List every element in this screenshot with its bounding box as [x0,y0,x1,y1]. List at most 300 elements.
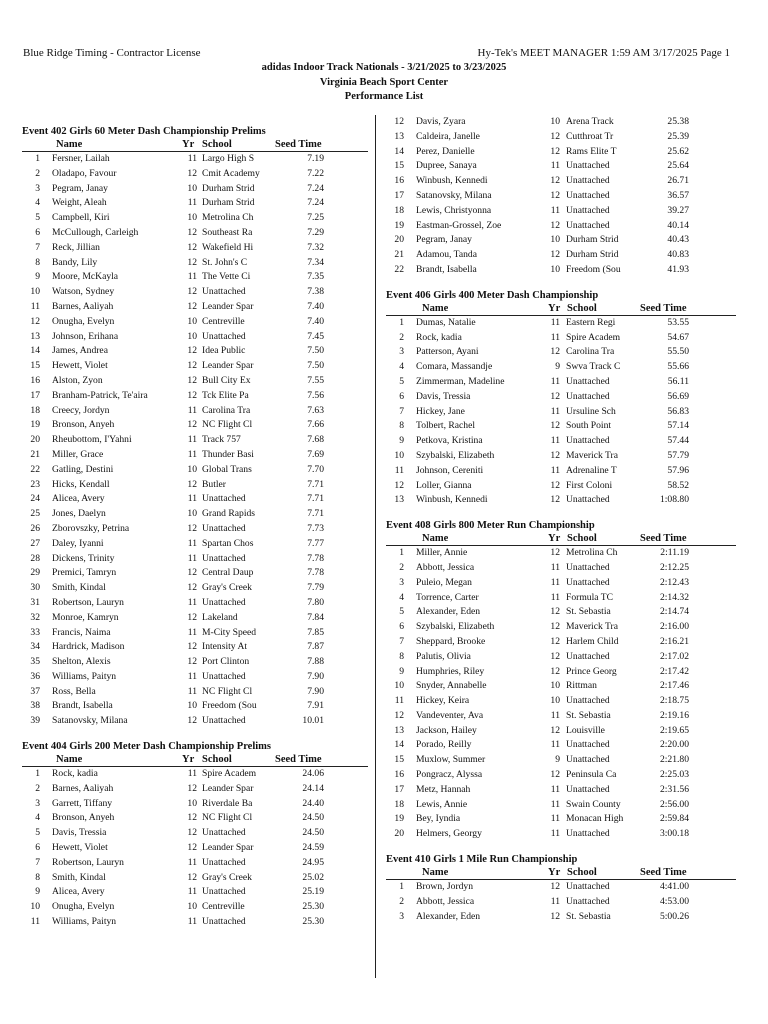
year: 12 [187,374,197,386]
place: 14 [394,739,404,751]
place: 31 [30,596,40,608]
header-school: School [567,302,597,314]
table-row [386,130,736,145]
school: Carolina Tra [202,404,251,416]
school: Freedom (Sou [202,700,257,712]
athlete-name: Pegram, Janay [52,182,108,194]
seed-time: 2:16.00 [659,621,689,633]
year: 11 [550,204,560,216]
year: 10 [550,234,560,246]
place: 16 [394,769,404,781]
table-row [386,449,736,464]
table-row [386,248,736,263]
athlete-name: Johnson, Cereniti [416,464,484,476]
seed-time: 7.40 [307,300,324,312]
seed-time: 55.50 [667,346,689,358]
athlete-name: Szybalski, Elizabeth [416,449,495,461]
seed-time: 7.71 [307,508,324,520]
place: 2 [35,167,40,179]
school: Spire Academ [202,768,257,780]
year: 11 [550,895,560,907]
seed-time: 2:19.65 [659,724,689,736]
year: 11 [187,434,197,446]
school: Global Trans [202,463,252,475]
seed-time: 7.90 [307,670,324,682]
place: 6 [399,621,404,633]
place: 5 [399,375,404,387]
athlete-name: Watson, Sydney [52,286,115,298]
year: 12 [187,360,197,372]
table-row [22,537,368,552]
seed-time: 7.66 [307,419,324,431]
athlete-name: Hardrick, Madison [52,641,125,653]
seed-time: 7.85 [307,626,324,638]
column-header [386,532,736,546]
school: Unattached [202,493,246,505]
place: 3 [35,797,40,809]
table-row [22,782,368,797]
table-row [22,626,368,641]
table-row [22,226,368,241]
seed-time: 7.50 [307,345,324,357]
school: Unattached [566,650,610,662]
meet-title: adidas Indoor Track Nationals - 3/21/2025 to 3/23/2025 [261,62,507,73]
school: Spartan Chos [202,537,254,549]
place: 10 [30,901,40,913]
school: Gray's Creek [202,871,252,883]
seed-time: 40.83 [667,249,689,261]
table-row [386,316,736,331]
year: 11 [187,404,197,416]
seed-time: 4:53.00 [659,895,689,907]
table-row [386,464,736,479]
athlete-name: Robertson, Lauryn [52,596,124,608]
school: Centreville [202,315,245,327]
year: 12 [187,389,197,401]
seed-time: 2:25.03 [659,769,689,781]
school: Durham Strid [202,197,255,209]
seed-time: 7.45 [307,330,324,342]
place: 14 [30,345,40,357]
year: 12 [187,522,197,534]
seed-time: 2:17.46 [659,680,689,692]
table-row [22,596,368,611]
year: 12 [550,175,560,187]
athlete-name: Ross, Bella [52,685,96,697]
school: Harlem Child [566,635,619,647]
school: Unattached [202,827,246,839]
year: 10 [187,508,197,520]
table-row [386,605,736,620]
seed-time: 7.78 [307,552,324,564]
place: 29 [30,567,40,579]
venue-title: Virginia Beach Sport Center [319,77,449,88]
school: Louisville [566,724,605,736]
table-row [386,360,736,375]
seed-time: 53.55 [667,316,689,328]
table-row [386,753,736,768]
seed-time: 25.30 [302,901,324,913]
athlete-name: Jackson, Hailey [416,724,477,736]
table-row [22,492,368,507]
athlete-name: Pongracz, Alyssa [416,769,483,781]
seed-time: 7.71 [307,478,324,490]
seed-time: 7.63 [307,404,324,416]
school: Ursuline Sch [566,405,616,417]
athlete-name: Eastman-Grossel, Zoe [416,219,502,231]
seed-time: 7.88 [307,656,324,668]
place: 11 [30,300,40,312]
place: 27 [30,537,40,549]
seed-time: 2:19.16 [659,709,689,721]
athlete-name: Alexander, Eden [416,910,481,922]
seed-time: 2:14.32 [659,591,689,603]
place: 19 [394,813,404,825]
table-row [386,827,736,842]
place: 13 [394,130,404,142]
header-school: School [202,754,232,766]
place: 16 [394,175,404,187]
table-row [22,655,368,670]
software-page-info: Hy-Tek's MEET MANAGER 1:59 AM 3/17/2025 Page 1 [477,47,730,59]
table-row [22,270,368,285]
place: 1 [399,316,404,328]
table-row [22,767,368,782]
seed-time: 2:17.02 [659,650,689,662]
year: 11 [550,561,560,573]
place: 2 [35,782,40,794]
seed-time: 57.79 [667,449,689,461]
header-seed-time: Seed Time [640,867,687,879]
year: 12 [187,478,197,490]
year: 11 [550,435,560,447]
athlete-name: Johnson, Erihana [52,330,119,342]
seed-time: 7.24 [307,182,324,194]
year: 12 [187,871,197,883]
header-school: School [567,533,597,545]
year: 12 [550,346,560,358]
year: 12 [550,479,560,491]
athlete-name: Bronson, Anyeh [52,812,115,824]
athlete-name: Abbott, Jessica [416,895,475,907]
header-seed-time: Seed Time [640,533,687,545]
seed-time: 2:14.74 [659,606,689,618]
table-row [22,581,368,596]
school: Arena Track [566,116,614,127]
athlete-name: Hickey, Jane [416,405,465,417]
athlete-name: Brandt, Isabella [416,263,477,275]
seed-time: 40.14 [667,219,689,231]
athlete-name: Onugha, Evelyn [52,901,115,913]
place: 17 [30,389,40,401]
seed-time: 39.27 [667,204,689,216]
seed-time: 4:41.00 [659,881,689,893]
seed-time: 2:12.43 [659,576,689,588]
athlete-name: Palutis, Olivia [416,650,471,662]
athlete-name: Francis, Naima [52,626,111,638]
athlete-name: Caldeira, Janelle [416,130,480,142]
athlete-name: Petkova, Kristina [416,435,483,447]
seed-time: 2:56.00 [659,798,689,810]
column-header [386,866,736,880]
athlete-name: Dumas, Natalie [416,316,476,328]
place: 26 [30,522,40,534]
school: Unattached [566,783,610,795]
header-year: Yr [182,139,195,150]
school: Spire Academ [566,331,621,343]
table-row [386,798,736,813]
athlete-name: Fersner, Lailah [52,153,110,164]
table-row [386,895,736,910]
place: 9 [399,435,404,447]
school: Unattached [202,596,246,608]
place: 1 [35,768,40,780]
seed-time: 7.34 [307,256,324,268]
table-row [22,418,368,433]
athlete-name: Premici, Tamryn [52,567,117,579]
place: 24 [30,493,40,505]
year: 10 [187,700,197,712]
school: Unattached [566,881,610,893]
table-row [22,670,368,685]
year: 11 [550,375,560,387]
place: 37 [30,685,40,697]
school: St. Sebastia [566,606,611,618]
athlete-name: Loller, Gianna [416,479,472,491]
place: 11 [394,695,404,707]
year: 10 [187,901,197,913]
seed-time: 7.91 [307,700,324,712]
place: 3 [35,182,40,194]
header-school: School [202,139,232,150]
year: 11 [187,153,197,164]
year: 12 [550,724,560,736]
year: 10 [187,797,197,809]
school: Bull City Ex [202,374,251,386]
year: 11 [550,576,560,588]
seed-time: 24.40 [302,797,324,809]
athlete-name: Rock, kadia [416,331,462,343]
seed-time: 26.71 [667,175,689,187]
year: 12 [187,715,197,727]
place: 1 [399,547,404,559]
place: 13 [30,330,40,342]
athlete-name: Winbush, Kennedi [416,175,488,187]
seed-time: 7.78 [307,567,324,579]
place: 13 [394,724,404,736]
year: 12 [550,665,560,677]
table-row [22,300,368,315]
year: 11 [550,316,560,328]
place: 6 [399,390,404,402]
seed-time: 24.06 [302,768,324,780]
header-name: Name [56,139,83,150]
table-row [22,826,368,841]
school: Butler [202,478,226,490]
year: 10 [187,315,197,327]
table-row [22,714,368,729]
athlete-name: Hewett, Violet [52,842,108,854]
school: Unattached [566,435,610,447]
year: 12 [550,390,560,402]
athlete-name: Weight, Aleah [52,197,107,209]
seed-time: 7.84 [307,611,324,623]
year: 12 [550,650,560,662]
athlete-name: Miller, Annie [416,547,468,559]
place: 19 [394,219,404,231]
place: 16 [30,374,40,386]
year: 12 [550,219,560,231]
seed-time: 24.95 [302,856,324,868]
seed-time: 56.83 [667,405,689,417]
year: 10 [550,695,560,707]
table-row [22,448,368,463]
place: 3 [399,576,404,588]
year: 12 [550,449,560,461]
school: Unattached [566,561,610,573]
school: Intensity At [202,641,248,653]
athlete-name: Patterson, Ayani [416,346,479,358]
table-row [386,479,736,494]
year: 12 [550,130,560,142]
seed-time: 57.96 [667,464,689,476]
seed-time: 2:21.80 [659,754,689,766]
year: 11 [187,493,197,505]
table-row [22,374,368,389]
school: Cutthroat Tr [566,130,614,142]
school: Unattached [566,175,610,187]
table-row [22,611,368,626]
school: South Point [566,420,612,432]
school: Unattached [202,522,246,534]
athlete-name: Monroe, Kamryn [52,611,119,623]
year: 11 [187,197,197,209]
athlete-name: Zimmerman, Madeline [416,375,505,387]
table-row [386,345,736,360]
table-row [22,699,368,714]
table-row [386,189,736,204]
place: 10 [394,449,404,461]
school: Unattached [566,189,610,201]
place: 4 [35,197,40,209]
place: 18 [394,798,404,810]
school: Eastern Regi [566,316,616,328]
school: Unattached [202,330,246,342]
school: Thunder Basi [202,448,254,460]
place: 36 [30,670,40,682]
table-row [386,880,736,895]
year: 11 [550,464,560,476]
table-row [22,640,368,655]
athlete-name: Jones, Daelyn [52,508,106,520]
school: Unattached [566,739,610,751]
place: 12 [394,709,404,721]
place: 17 [394,189,404,201]
table-row [386,331,736,346]
place: 8 [35,871,40,883]
place: 15 [394,754,404,766]
athlete-name: Perez, Danielle [416,145,475,157]
table-row [22,344,368,359]
place: 7 [399,405,404,417]
table-row [22,389,368,404]
athlete-name: Rheubottom, I'Yahni [52,434,132,446]
place: 5 [399,606,404,618]
athlete-name: Miller, Grace [52,448,104,460]
seed-time: 25.19 [302,886,324,898]
table-row [22,507,368,522]
athlete-name: Brandt, Isabella [52,700,113,712]
school: Leander Spar [202,842,254,854]
place: 18 [30,404,40,416]
place: 21 [30,448,40,460]
table-row [22,359,368,374]
athlete-name: Sheppard, Brooke [416,635,486,647]
year: 12 [187,782,197,794]
athlete-name: Gatling, Destini [52,463,114,475]
school: Unattached [566,828,610,840]
school: Leander Spar [202,300,254,312]
seed-time: 2:12.25 [659,561,689,573]
school: Wakefield Hi [202,241,254,253]
school: First Coloni [566,479,613,491]
table-row [386,159,736,174]
place: 11 [30,916,40,928]
event-title: Event 406 Girls 400 Meter Dash Championship [386,289,599,301]
table-row [386,419,736,434]
school: Unattached [202,286,246,298]
school: Unattached [202,670,246,682]
year: 10 [187,212,197,224]
place: 1 [35,153,40,164]
athlete-name: Comara, Massandje [416,361,493,373]
school: Unattached [566,160,610,172]
header-name: Name [422,867,449,879]
athlete-name: Hickey, Keira [416,695,470,707]
seed-time: 57.44 [667,435,689,447]
year: 12 [550,635,560,647]
table-row [386,812,736,827]
place: 1 [399,881,404,893]
table-row [386,375,736,390]
seed-time: 25.02 [302,871,324,883]
header-seed-time: Seed Time [275,754,322,766]
school: Metrolina Ch [202,212,254,224]
year: 12 [187,419,197,431]
athlete-name: Brown, Jordyn [416,881,474,893]
school: Formula TC [566,591,613,603]
seed-time: 24.59 [302,842,324,854]
seed-time: 7.24 [307,197,324,209]
header-seed-time: Seed Time [640,302,687,314]
athlete-name: Winbush, Kennedi [416,494,488,506]
place: 12 [394,116,404,127]
athlete-name: Oladapo, Favour [52,167,117,179]
year: 12 [550,621,560,633]
school: Leander Spar [202,360,254,372]
place: 9 [35,886,40,898]
table-row [22,566,368,581]
seed-time: 2:31.56 [659,783,689,795]
year: 10 [550,680,560,692]
spacer [386,278,736,289]
year: 12 [187,286,197,298]
seed-time: 7.56 [307,389,324,401]
header-name: Name [422,302,449,314]
school: Unattached [566,576,610,588]
athlete-name: Garrett, Tiffany [52,797,113,809]
year: 11 [187,916,197,928]
